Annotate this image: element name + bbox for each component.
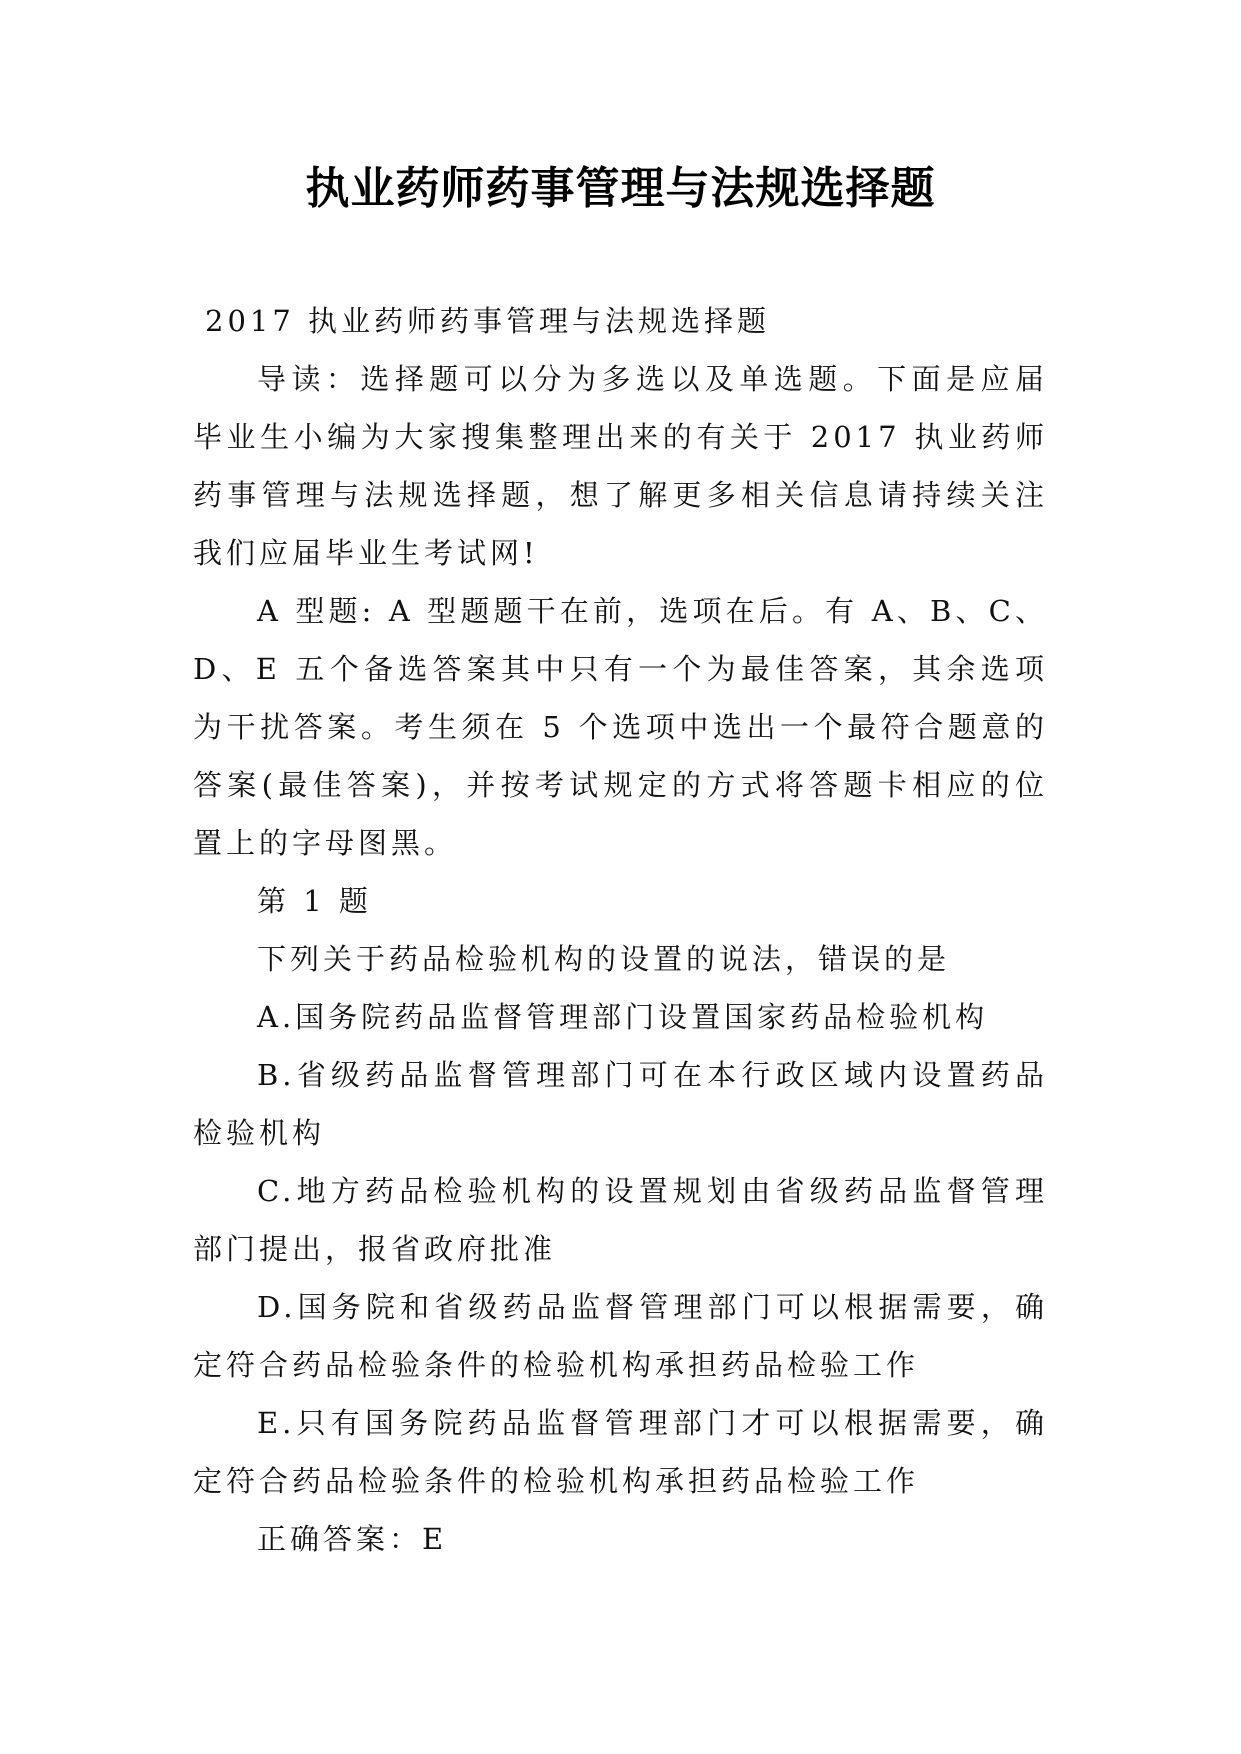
option-c: C.地方药品检验机构的设置规划由省级药品监督管理部门提出，报省政府批准 — [193, 1174, 1048, 1266]
document-subtitle: 2017 执业药师药事管理与法规选择题 — [205, 304, 771, 338]
document-title: 执业药师药事管理与法规选择题 — [305, 163, 936, 214]
correct-answer: 正确答案：E — [257, 1522, 448, 1556]
option-e: E.只有国务院药品监督管理部门才可以根据需要，确定符合药品检验条件的检验机构承担药品检验工作 — [193, 1406, 1048, 1498]
document-body — [193, 292, 1048, 1568]
intro-paragraph: 导读：选择题可以分为多选以及单选题。下面是应届毕业生小编为大家搜集整理出来的有关于 2017 执业药师药事管理与法规选择题，想了解更多相关信息请持续关注我们应届毕业生考试网! — [193, 362, 1048, 570]
option-b: B.省级药品监督管理部门可在本行政区域内设置药品检验机构 — [193, 1058, 1048, 1150]
option-a: A.国务院药品监督管理部门设置国家药品检验机构 — [257, 1000, 989, 1034]
type-a-description: A 型题: A 型题题干在前，选项在后。有 A、B、C、D、E 五个备选答案其中只有一个为最佳答案，其余选项为干扰答案。考生须在 5 个选项中选出一个最符合题意的答案(最佳答案)，并按考试规定的方式将答题卡相应的位置上的字母图黑。 — [193, 594, 1048, 860]
question-stem: 下列关于药品检验机构的设置的说法，错误的是 — [257, 942, 951, 976]
option-d: D.国务院和省级药品监督管理部门可以根据需要，确定符合药品检验条件的检验机构承担药品检验工作 — [193, 1290, 1048, 1382]
question-number: 第 1 题 — [257, 884, 372, 918]
